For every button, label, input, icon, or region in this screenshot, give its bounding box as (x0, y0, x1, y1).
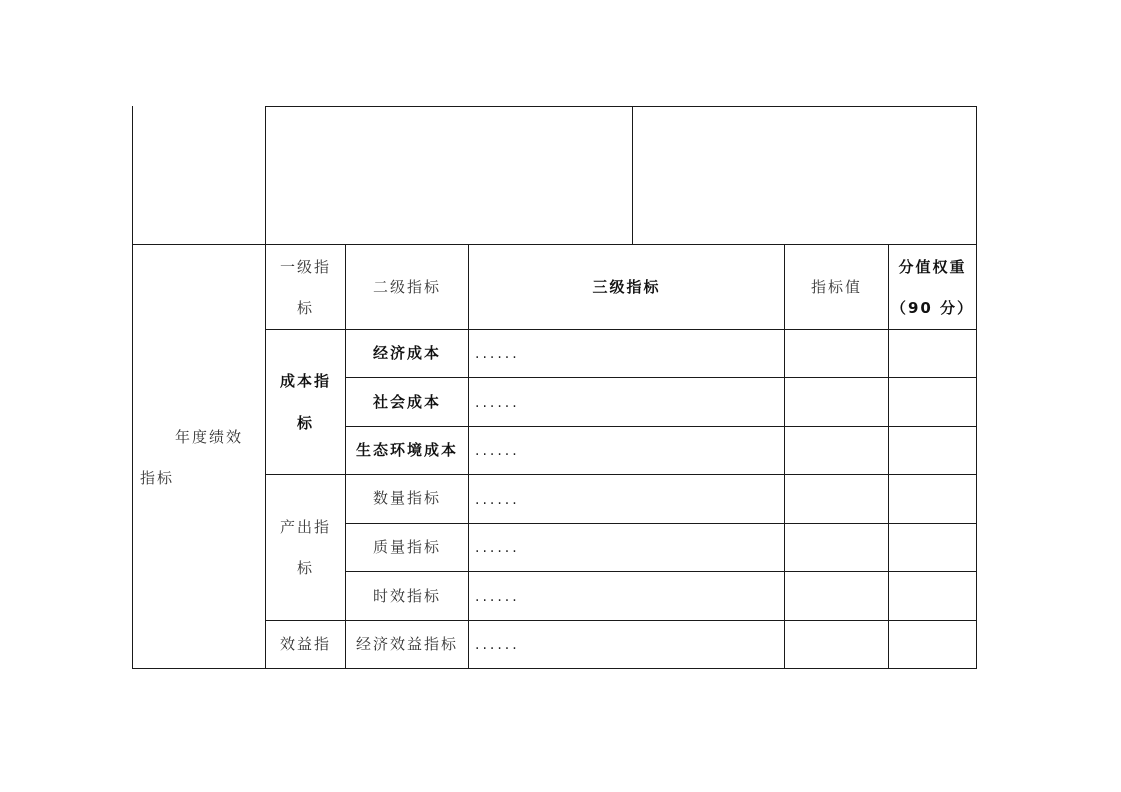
section-label-line2: 指标 (140, 469, 175, 487)
line-col-3 (468, 244, 469, 669)
group-output-name-line1: 产出指 (279, 518, 331, 536)
row-level3: ...... (475, 589, 520, 605)
line-row-2 (345, 426, 977, 427)
section-label-line1: 年度绩效 (175, 428, 244, 446)
header-weight-line1: 分值权重 (898, 258, 967, 276)
line-row-4 (345, 523, 977, 524)
row-level3: ...... (475, 637, 520, 653)
header-level1-line1: 一级指 (279, 258, 331, 276)
header-level1-line2: 标 (296, 299, 314, 317)
line-bottom (132, 668, 977, 669)
line-group-2 (265, 620, 977, 621)
row-level3: ...... (475, 443, 520, 459)
header-level2: 二级指标 (372, 278, 441, 296)
line-header-bottom (265, 329, 977, 330)
row-level3: ...... (475, 492, 520, 508)
row-level2: 经济效益指标 (355, 635, 458, 653)
group-cost-name-line1: 成本指 (279, 372, 331, 390)
header-weight-line2: （90 分） (890, 299, 975, 317)
row-level2: 经济成本 (372, 344, 441, 362)
line-top-inner (265, 106, 977, 107)
group-cost-name-line2: 标 (296, 414, 314, 432)
group-benefit-name-line1: 效益指 (279, 635, 331, 653)
row-level2: 数量指标 (372, 489, 441, 507)
line-header-top (132, 244, 977, 245)
group-output-name-line2: 标 (296, 559, 314, 577)
row-level2: 质量指标 (372, 538, 441, 556)
header-level3: 三级指标 (592, 278, 661, 296)
line-right (976, 106, 977, 669)
row-level3: ...... (475, 395, 520, 411)
line-row-1 (345, 377, 977, 378)
row-level2: 时效指标 (372, 587, 441, 605)
line-top-mid (632, 106, 633, 245)
header-value: 指标值 (810, 278, 862, 296)
row-level3: ...... (475, 540, 520, 556)
row-level2: 生态环境成本 (355, 441, 458, 459)
line-row-5 (345, 571, 977, 572)
row-level2: 社会成本 (372, 393, 441, 411)
row-level3: ...... (475, 346, 520, 362)
line-col-4 (784, 244, 785, 669)
line-group-1 (265, 474, 977, 475)
line-left (132, 106, 133, 669)
